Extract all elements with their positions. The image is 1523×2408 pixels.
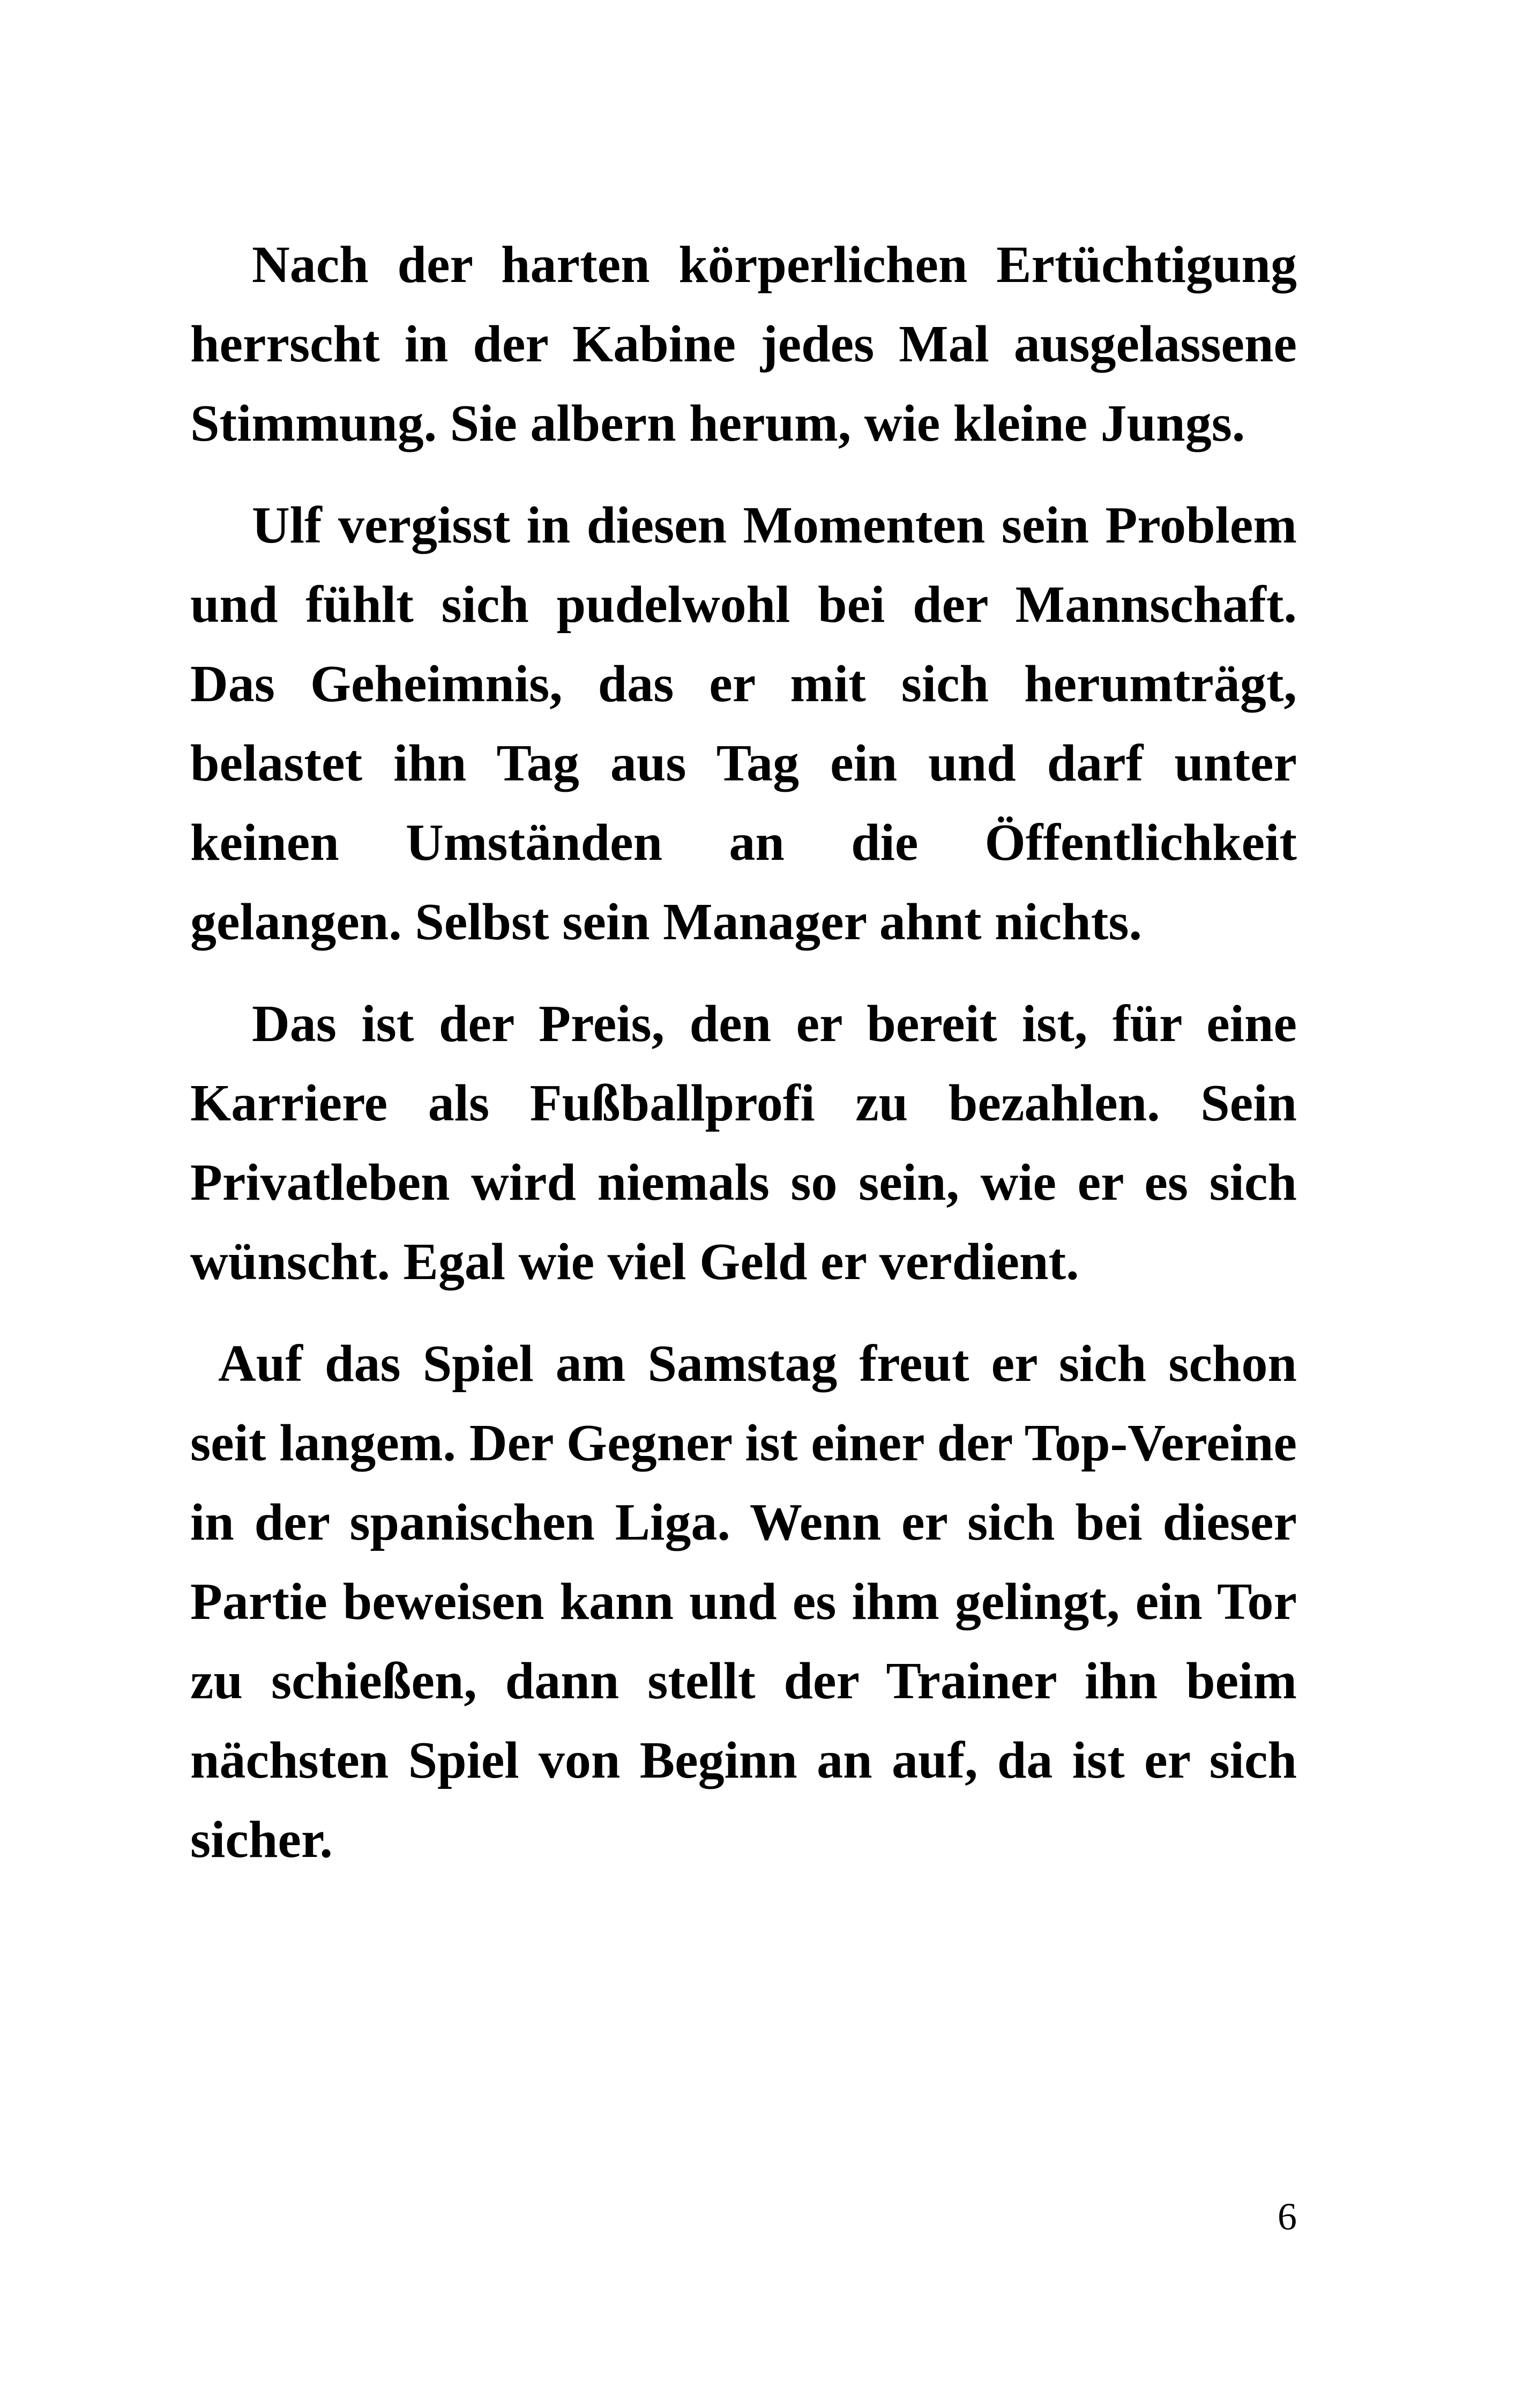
paragraph-4: Auf das Spiel am Samstag freut er sich schon seit langem. Der Gegner ist einer der Top-Vereine in der spanischen Liga. Wenn er sich bei dieser Partie beweisen kann und es ihm gelingt, ein Tor zu schießen, dann stellt der Trainer ihn beim nächsten Spiel von Beginn an auf, da ist er sich sicher.: [190, 1335, 1297, 1869]
paragraph-2: Ulf vergisst in diesen Momenten sein Problem und fühlt sich pudelwohl bei der Mannschaft. Das Geheimnis, das er mit sich herumträgt, belastet ihn Tag aus Tag ein und darf unter keinen Umständen an die Öffentlichkeit gelangen. Selbst sein Manager ahnt nichts.: [190, 496, 1297, 951]
body-text: [190, 225, 1297, 1902]
page-number: 6: [1278, 2195, 1297, 2238]
paragraph-3: Das ist der Preis, den er bereit ist, für eine Karriere als Fußballprofi zu bezahlen. Sein Privatleben wird niemals so sein, wie er es sich wünscht. Egal wie viel Geld er verdient.: [190, 995, 1297, 1291]
paragraph-1: Nach der harten körperlichen Ertüchtigung herrscht in der Kabine jedes Mal ausgelassene Stimmung. Sie albern herum, wie kleine Jungs.: [190, 236, 1297, 452]
